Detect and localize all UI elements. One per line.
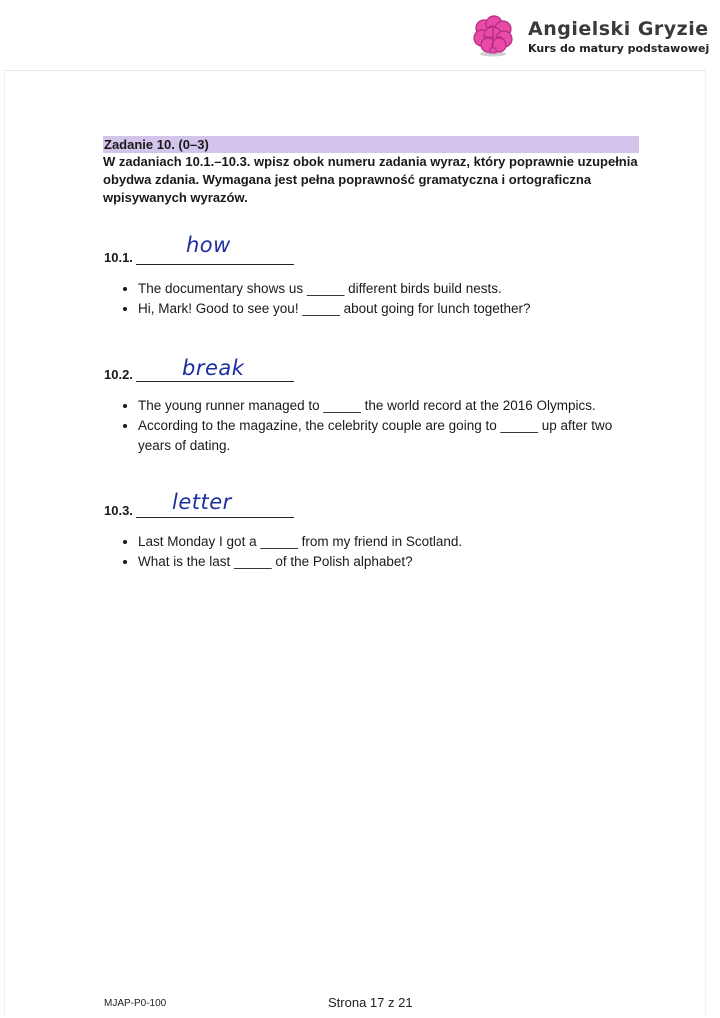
brand-title: Angielski Gryzie [528, 18, 709, 40]
answer-10-2: break [182, 356, 245, 380]
sentence-list-10-3 [118, 532, 648, 572]
sentence-10-2-a: • The young runner managed to _____ the world record at the 2016 Olympics. [138, 396, 648, 416]
answer-line-10-1 [136, 263, 294, 265]
answer-line-10-3 [136, 516, 294, 518]
footer-code: MJAP-P0-100 [104, 998, 167, 1009]
item-label-10-3: 10.3. [104, 503, 133, 518]
sentence-list-10-2 [118, 396, 648, 456]
header [0, 0, 720, 70]
answer-10-3: letter [172, 490, 232, 514]
logo [470, 14, 709, 60]
item-label-10-1: 10.1. [104, 250, 133, 265]
sentence-10-1-a: • The documentary shows us _____ different birds build nests. [138, 279, 648, 299]
task-title: Zadanie 10. (0–3) [103, 136, 639, 153]
page-number: Strona 17 z 21 [328, 995, 413, 1010]
sentence-10-1-b: • Hi, Mark! Good to see you! _____ about going for lunch together? [138, 299, 648, 319]
sentence-list-10-1 [118, 279, 648, 319]
item-label-10-2: 10.2. [104, 367, 133, 382]
brain-icon [470, 14, 516, 60]
brand-subtitle: Kurs do matury podstawowej [528, 42, 710, 55]
answer-line-10-2 [136, 380, 294, 382]
sentence-10-3-a: • Last Monday I got a _____ from my friend in Scotland. [138, 532, 648, 552]
task-instruction: W zadaniach 10.1.–10.3. wpisz obok numeru zadania wyraz, który poprawnie uzupełnia obydwa zdania. Wymagana jest pełna poprawność gramatyczna i ortograficzna wpisywanych wyrazów. [103, 154, 638, 205]
sentence-10-3-b: • What is the last _____ of the Polish alphabet? [138, 552, 648, 572]
answer-10-1: how [186, 233, 231, 257]
sentence-10-2-b: • According to the magazine, the celebrity couple are going to _____ up after two years of dating. [138, 416, 648, 456]
